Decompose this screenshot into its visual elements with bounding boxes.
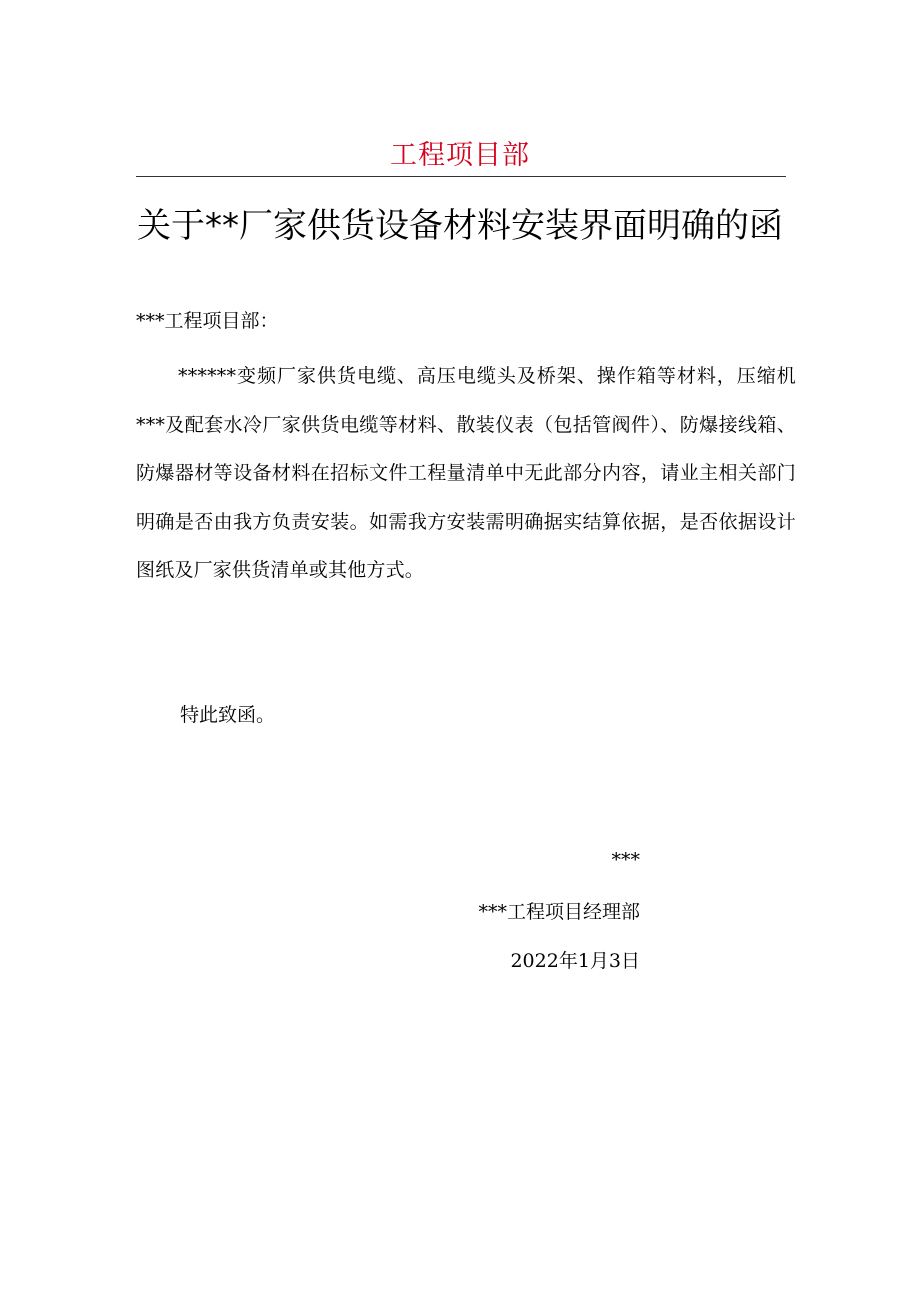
closing-remark: 特此致函。 bbox=[180, 704, 276, 726]
signature-date: 2022年1月3日 bbox=[510, 950, 640, 972]
letterhead-divider bbox=[136, 176, 786, 177]
signature-line: *** bbox=[611, 849, 640, 871]
letter-title: 关于**厂家供货设备材料安装界面明确的函 bbox=[137, 206, 783, 246]
salutation: ***工程项目部： bbox=[136, 310, 279, 332]
signature-organization: ***工程项目经理部 bbox=[478, 901, 640, 923]
letterhead-title: 工程项目部 bbox=[390, 140, 530, 171]
letter-body-paragraph: ******变频厂家供货电缆、高压电缆头及桥架、操作箱等材料，压缩机***及配套水冷厂家供货电缆等材料、散装仪表（包括管阀件）、防爆接线箱、防爆器材等设备材料在招标文件工程量清单中无此部分内容，请业主相关部门明确是否由我方负责安装。如需我方安装需明确据实结算依据，是否依据设计图纸及厂家供货清单或其他方式。 bbox=[136, 365, 796, 581]
